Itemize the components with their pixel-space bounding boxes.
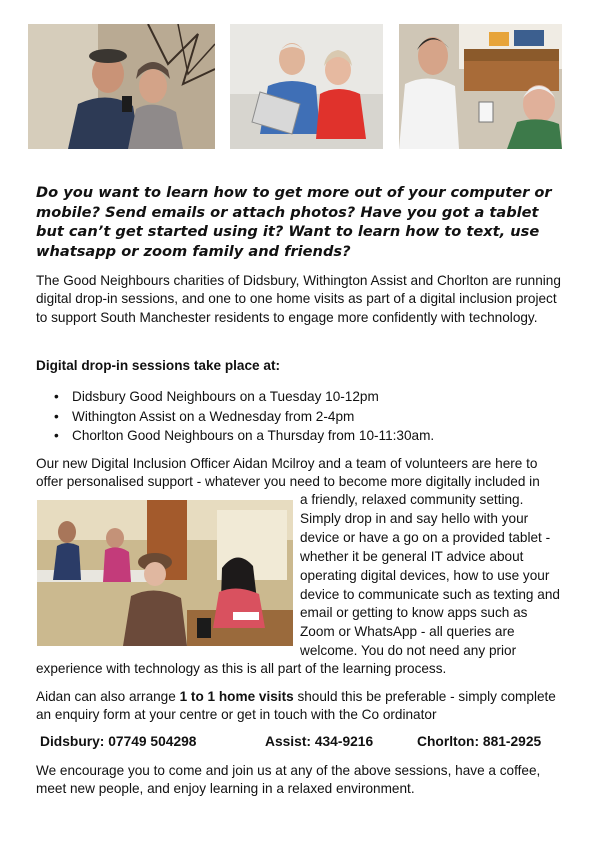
home-visits-paragraph (36, 688, 564, 725)
home-visits-text-a: Aidan can also arrange (36, 689, 180, 704)
contact-assist: Assist: 434-9216 (265, 734, 374, 749)
officer-paragraph-wrapped: a friendly, relaxed community setting. Simply drop in and say hello with your device or have a go on a provided tablet - whether it be general IT advice about operating digital devices, how to use your device to communicate such as texting and email or getting to know apps such as Zoom or WhatsApp - all queries are welcome. You do not need any prior (300, 492, 560, 659)
intro-paragraph: The Good Neighbours charities of Didsbury, Withington Assist and Chorlton are running digital drop-in sessions, and one to one home visits as part of a digital inclusion project to support South Manchester residents to engage more confidently with technology. (36, 273, 561, 325)
session-item-withington: • Withington Assist on a Wednesday from 2-4pm (54, 407, 434, 427)
photo-couple-with-laptop (230, 24, 383, 149)
photo-volunteer-helping (399, 24, 562, 149)
session-item-chorlton: • Chorlton Good Neighbours on a Thursday from 10-11:30am. (54, 426, 434, 446)
contact-chorlton: Chorlton: 881-2925 (417, 734, 542, 749)
photo-couple-with-phone (28, 24, 215, 149)
officer-paragraph-start: Our new Digital Inclusion Officer Aidan Mcilroy and a team of volunteers are here to offer personalised support - whatever you need to become more digitally included in (36, 456, 540, 490)
sessions-list (54, 387, 434, 446)
home-visits-bold: 1 to 1 home visits (179, 689, 294, 704)
sessions-heading: Digital drop-in sessions take place at: (36, 358, 280, 373)
session-item-didsbury: • Didsbury Good Neighbours on a Tuesday 10-12pm (54, 387, 434, 407)
contact-didsbury: Didsbury: 07749 504298 (40, 734, 197, 749)
intro-questions: Do you want to learn how to get more out of your computer or mobile? Send emails or attach photos? Have you got a tablet but can’t get started using it? Want to learn how to text, use whatsapp or zoom family and friends? (36, 184, 552, 260)
officer-paragraph-end: experience with technology as this is all part of the learning process. (36, 661, 447, 676)
home-visits-text-b: should this be preferable - simply complete an enquiry form at your centre or get in touch with the Co ordinator (36, 689, 556, 723)
photo-drop-in-session (37, 500, 293, 646)
closing-paragraph: We encourage you to come and join us at any of the above sessions, have a coffee, meet new people, and enjoy learning in a relaxed environment. (36, 763, 541, 797)
